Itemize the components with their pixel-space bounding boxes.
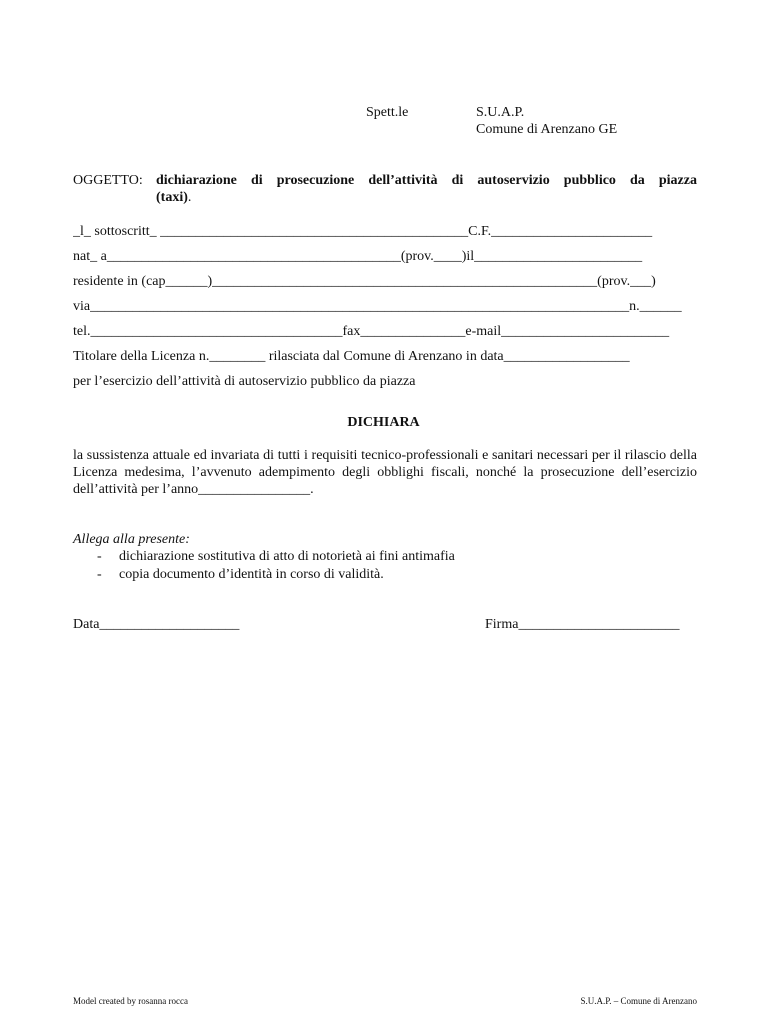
declaration-body: la sussistenza attuale ed invariata di tutti i requisiti tecnico-professionali e sanitari necessari per il rilascio della Licenza medesima, l’avvenuto adempimento degli obblighi fiscali, nonché la prosecuzione dell’esercizio dell’attività per l’anno________________. <box>73 448 697 497</box>
recipient-line1: S.U.A.P. <box>476 105 525 120</box>
attachment-bullet: - <box>97 567 102 582</box>
form-line-license: Titolare della Licenza n.________ rilasciata dal Comune di Arenzano in data__________________ <box>73 349 630 364</box>
subject-text-line1: dichiarazione di prosecuzione dell’attività di autoservizio pubblico da piazza <box>156 173 697 188</box>
attachments-title: Allega alla presente: <box>73 532 190 547</box>
subject-label: OGGETTO: <box>73 173 143 188</box>
date-field: Data____________________ <box>73 617 240 632</box>
form-line-contacts: tel.____________________________________fax_______________e-mail________________________ <box>73 324 670 339</box>
form-line-birth: nat_ a__________________________________________(prov.____)il________________________ <box>73 249 643 264</box>
form-line-address: via_____________________________________________________________________________n.______ <box>73 299 682 314</box>
attachment-item <box>97 548 455 565</box>
subject-text-line2-wrap <box>156 189 191 206</box>
recipient-salutation: Spett.le <box>366 105 409 120</box>
form-line-name: _l_ sottoscritt_ ____________________________________________C.F._______________________ <box>73 224 653 239</box>
recipient-line2: Comune di Arenzano GE <box>476 122 618 137</box>
form-line-residence: residente in (cap______)_______________________________________________________(prov.___) <box>73 274 656 289</box>
subject-text-line2-suffix: . <box>187 190 192 205</box>
form-line-purpose: per l’esercizio dell’attività di autoservizio pubblico da piazza <box>73 374 416 389</box>
footer-left: Model created by rosanna rocca <box>73 996 188 1006</box>
subject-text-line2: (taxi) <box>156 190 188 205</box>
attachment-item-text: dichiarazione sostitutiva di atto di notorietà ai fini antimafia <box>119 549 455 564</box>
attachment-item <box>97 566 384 583</box>
footer-right: S.U.A.P. – Comune di Arenzano <box>580 996 697 1006</box>
signature-field: Firma_______________________ <box>485 617 680 632</box>
declaration-heading: DICHIARA <box>347 415 420 430</box>
attachment-item-text: copia documento d’identità in corso di validità. <box>119 567 384 582</box>
attachment-bullet: - <box>97 549 102 564</box>
